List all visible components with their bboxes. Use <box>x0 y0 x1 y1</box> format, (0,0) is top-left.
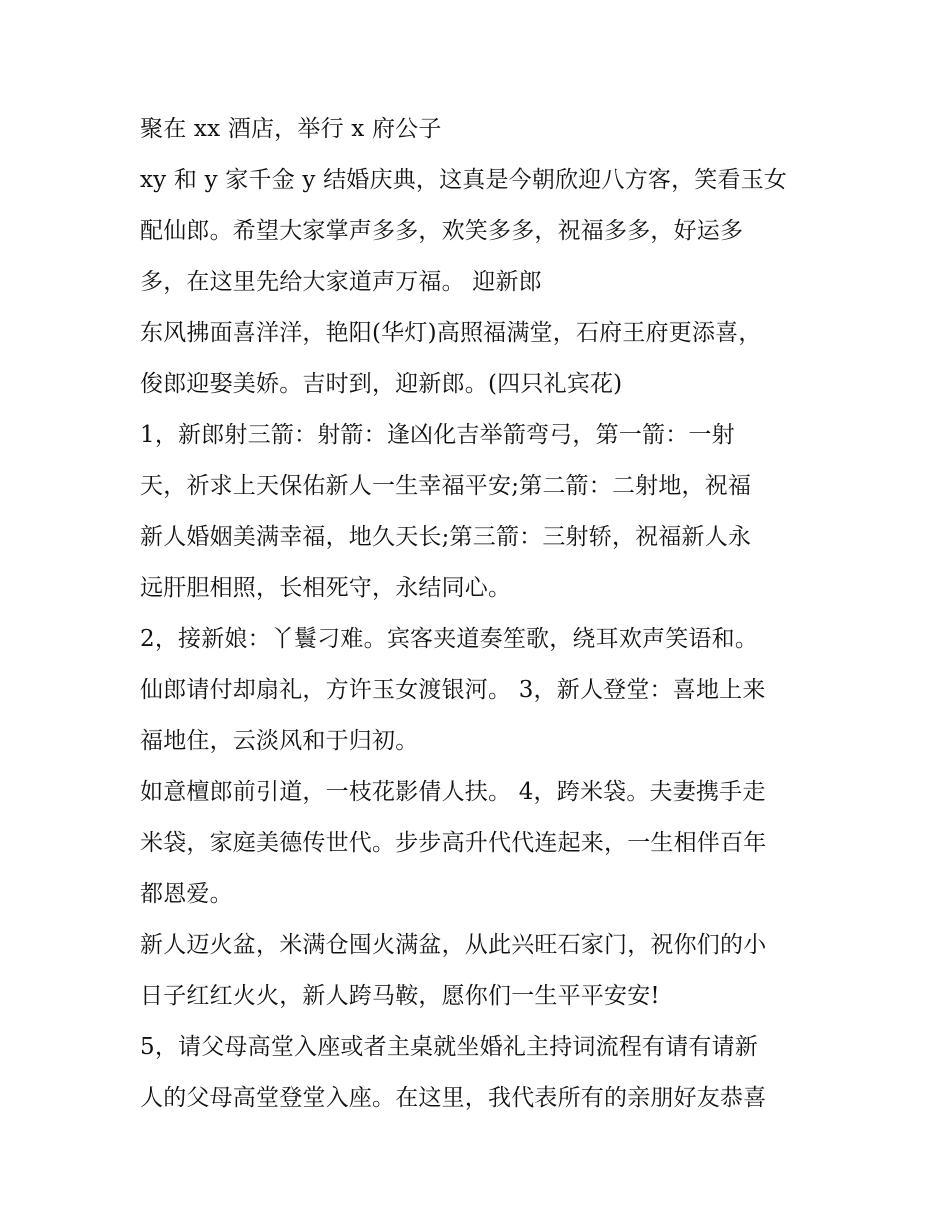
text-line: xy 和 y 家千金 y 结婚庆典，这真是今朝欣迎八方客，笑看玉女 <box>140 167 788 193</box>
text-line: 如意檀郎前引道，一枝花影倩人扶。 4，跨米袋。夫妻携手走 <box>140 779 766 805</box>
text-line: 聚在 xx 酒店，举行 x 府公子 <box>140 116 442 142</box>
text-line: 多，在这里先给大家道声万福。 迎新郎 <box>140 269 542 295</box>
text-line: 仙郎请付却扇礼，方许玉女渡银河。 3，新人登堂：喜地上来 <box>140 677 766 703</box>
text-line: 天，祈求上天保佑新人一生幸福平安;第二箭：二射地，祝福 <box>140 473 752 499</box>
text-line: 5，请父母高堂入座或者主桌就坐婚礼主持词流程有请有请新 <box>140 1034 759 1060</box>
text-line: 2，接新娘：丫鬟刁难。宾客夹道奏笙歌，绕耳欢声笑语和。 <box>140 626 759 652</box>
text-line: 都恩爱。 <box>140 881 233 907</box>
text-line: 1，新郎射三箭：射箭：逢凶化吉举箭弯弓，第一箭：一射 <box>140 422 735 448</box>
text-line: 新人婚姻美满幸福，地久天长;第三箭：三射轿，祝福新人永 <box>140 524 752 550</box>
text-line: 米袋，家庭美德传世代。步步高升代代连起来，一生相伴百年 <box>140 830 767 856</box>
text-line: 东风拂面喜洋洋，艳阳(华灯)高照福满堂，石府王府更添喜， <box>140 320 762 346</box>
text-line: 远肝胆相照，长相死守，永结同心。 <box>140 575 512 601</box>
text-line: 日子红红火火，新人跨马鞍，愿你们一生平平安安! <box>140 983 660 1009</box>
text-line: 俊郎迎娶美娇。吉时到，迎新郎。(四只礼宾花) <box>140 371 623 397</box>
text-line: 人的父母高堂登堂入座。在这里，我代表所有的亲朋好友恭喜 <box>140 1085 767 1111</box>
text-line: 新人迈火盆，米满仓囤火满盆，从此兴旺石家门，祝你们的小 <box>140 932 767 958</box>
text-line: 福地住，云淡风和于归初。 <box>140 728 419 754</box>
text-line: 配仙郎。希望大家掌声多多，欢笑多多，祝福多多，好运多 <box>140 218 744 244</box>
